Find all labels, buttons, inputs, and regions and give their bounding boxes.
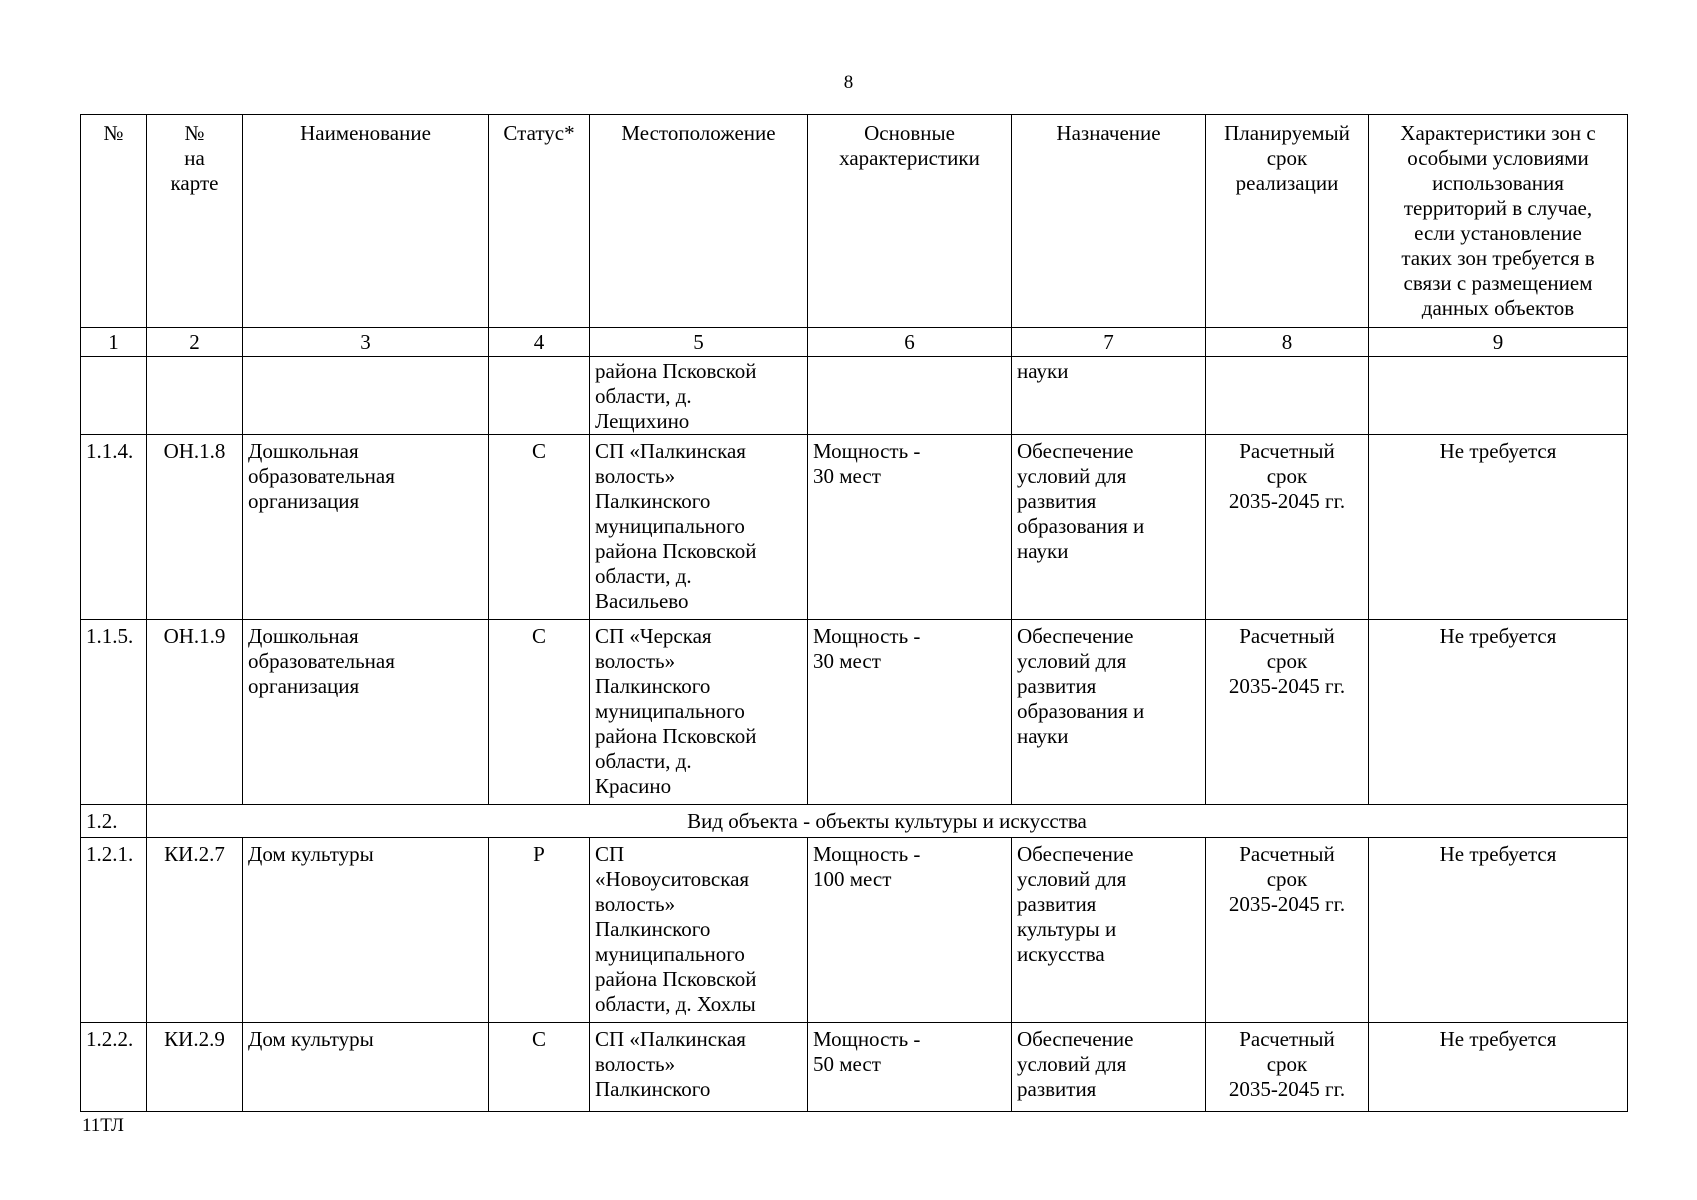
- cell-purpose: Обеспечение условий для развития: [1012, 1023, 1206, 1112]
- cell-empty: [243, 357, 489, 435]
- cell-number: 1.1.5.: [81, 620, 147, 805]
- page-number: 8: [843, 72, 854, 93]
- cell-characteristics: Мощность - 30 мест: [808, 620, 1012, 805]
- cell-zones: Не требуется: [1369, 838, 1628, 1023]
- cell-purpose: Обеспечение условий для развития образования и науки: [1012, 620, 1206, 805]
- cell-map-number: КИ.2.7: [147, 838, 243, 1023]
- cell-zones: Не требуется: [1369, 435, 1628, 620]
- cell-map-number: КИ.2.9: [147, 1023, 243, 1112]
- cell-number: 1.1.4.: [81, 435, 147, 620]
- header-cell-status: Статус*: [489, 115, 590, 328]
- cell-name: Дошкольная образовательная организация: [243, 435, 489, 620]
- header-cell-number: №: [81, 115, 147, 328]
- objects-table: [80, 114, 1628, 1112]
- table-row: [81, 620, 1628, 805]
- header-cell-name: Наименование: [243, 115, 489, 328]
- cell-characteristics: Мощность - 30 мест: [808, 435, 1012, 620]
- cell-location: СП «Палкинская волость» Палкинского: [590, 1023, 808, 1112]
- cell-purpose: Обеспечение условий для развития культуры и искусства: [1012, 838, 1206, 1023]
- header-cell-characteristics: Основные характеристики: [808, 115, 1012, 328]
- cell-empty: [81, 357, 147, 435]
- cell-term: Расчетный срок 2035-2045 гг.: [1206, 435, 1369, 620]
- header-cell-location: Местоположение: [590, 115, 808, 328]
- table-row: [81, 838, 1628, 1023]
- cell-purpose: науки: [1012, 357, 1206, 435]
- cell-map-number: ОН.1.9: [147, 620, 243, 805]
- cell-status: С: [489, 1023, 590, 1112]
- cell-zones: Не требуется: [1369, 620, 1628, 805]
- cell-name: Дом культуры: [243, 838, 489, 1023]
- cell-number: 1.2.1.: [81, 838, 147, 1023]
- cell-status: Р: [489, 838, 590, 1023]
- table-header-row: [81, 115, 1628, 328]
- table-row: [81, 1023, 1628, 1112]
- section-title: Вид объекта - объекты культуры и искусства: [147, 805, 1628, 838]
- cell-characteristics: Мощность - 50 мест: [808, 1023, 1012, 1112]
- cell-status: С: [489, 435, 590, 620]
- cell-location: СП «Черская волость» Палкинского муниципального района Псковской области, д. Красино: [590, 620, 808, 805]
- cell-name: Дошкольная образовательная организация: [243, 620, 489, 805]
- column-number: 8: [1206, 328, 1369, 357]
- header-cell-zones: Характеристики зон с особыми условиями использования территорий в случае, если установление таких зон требуется в связи с размещением данных объектов: [1369, 115, 1628, 328]
- column-number: 1: [81, 328, 147, 357]
- cell-empty: [1206, 357, 1369, 435]
- cell-name: Дом культуры: [243, 1023, 489, 1112]
- cell-location: СП «Палкинская волость» Палкинского муниципального района Псковской области, д. Васильево: [590, 435, 808, 620]
- column-number: 3: [243, 328, 489, 357]
- column-number: 5: [590, 328, 808, 357]
- cell-empty: [489, 357, 590, 435]
- cell-empty: [147, 357, 243, 435]
- header-cell-map-number: № на карте: [147, 115, 243, 328]
- cell-term: Расчетный срок 2035-2045 гг.: [1206, 838, 1369, 1023]
- header-cell-purpose: Назначение: [1012, 115, 1206, 328]
- table-row: [81, 435, 1628, 620]
- cell-status: С: [489, 620, 590, 805]
- section-row: [81, 805, 1628, 838]
- cell-location: района Псковской области, д. Лещихино: [590, 357, 808, 435]
- cell-term: Расчетный срок 2035-2045 гг.: [1206, 1023, 1369, 1112]
- cell-zones: Не требуется: [1369, 1023, 1628, 1112]
- cell-empty: [808, 357, 1012, 435]
- column-number: 2: [147, 328, 243, 357]
- cell-term: Расчетный срок 2035-2045 гг.: [1206, 620, 1369, 805]
- cell-location: СП «Новоуситовская волость» Палкинского муниципального района Псковской области, д. Хохлы: [590, 838, 808, 1023]
- cell-purpose: Обеспечение условий для развития образования и науки: [1012, 435, 1206, 620]
- column-number-row: [81, 328, 1628, 357]
- cell-characteristics: Мощность - 100 мест: [808, 838, 1012, 1023]
- section-number: 1.2.: [81, 805, 147, 838]
- cell-number: 1.2.2.: [81, 1023, 147, 1112]
- column-number: 7: [1012, 328, 1206, 357]
- column-number: 9: [1369, 328, 1628, 357]
- cell-map-number: ОН.1.8: [147, 435, 243, 620]
- column-number: 4: [489, 328, 590, 357]
- header-cell-term: Планируемый срок реализации: [1206, 115, 1369, 328]
- column-number: 6: [808, 328, 1012, 357]
- table-row-continuation: [81, 357, 1628, 435]
- footer-code: 11ТЛ: [82, 1115, 124, 1136]
- cell-empty: [1369, 357, 1628, 435]
